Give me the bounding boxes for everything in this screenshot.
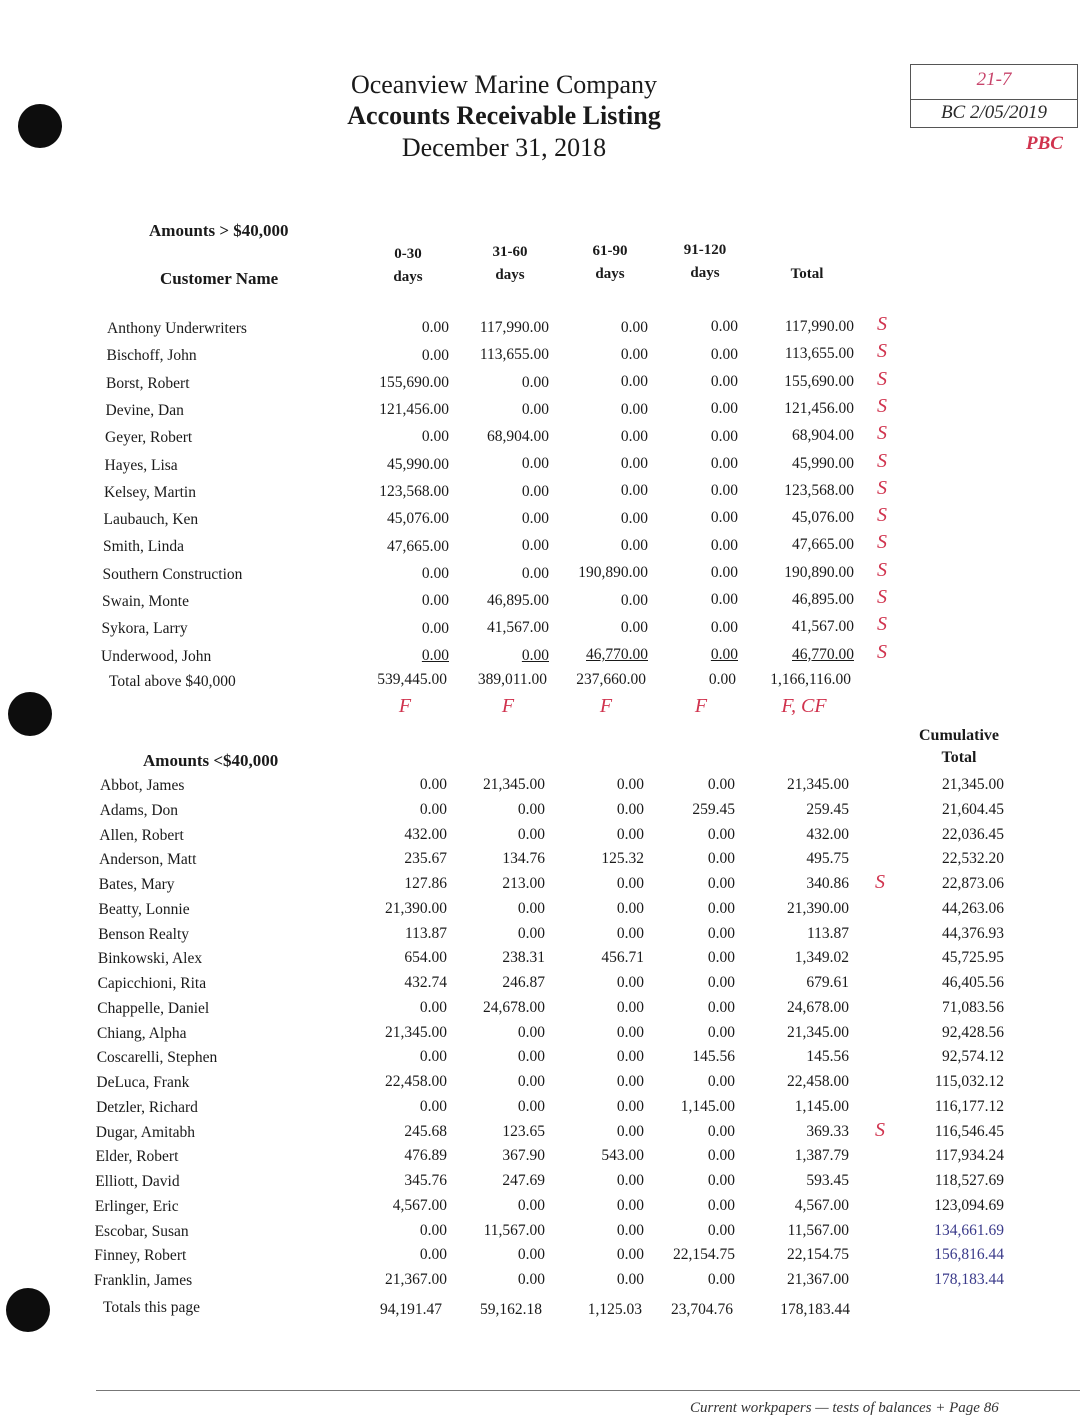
amount-cell: 0.00	[521, 400, 549, 418]
amount-cell: 21,367.00	[385, 1271, 447, 1288]
amount-cell: 0.00	[707, 1172, 735, 1189]
amount-cell: 46,770.00	[586, 646, 648, 664]
tickmark-s: S	[877, 640, 887, 663]
amount-cell: 0.00	[521, 455, 549, 473]
amount-cell: 145.56	[692, 1048, 735, 1066]
amount-cell: 0.00	[521, 564, 549, 582]
total-amount: 1,166,116.00	[770, 671, 851, 688]
cumulative-total: 178,183.44	[934, 1271, 1004, 1288]
amount-cell: 238.31	[502, 949, 545, 967]
amount-cell: 0.00	[620, 591, 648, 609]
amount-cell: 0.00	[707, 1122, 735, 1140]
amount-cell: 0.00	[517, 1246, 545, 1264]
cumulative-total: 21,345.00	[942, 776, 1004, 793]
customer-name: Anderson, Matt	[99, 851, 197, 869]
customer-name: Laubauch, Ken	[103, 511, 199, 529]
amount-cell: 46,895.00	[792, 591, 854, 608]
amount-cell: 0.00	[616, 875, 644, 892]
footer-note: Current workpapers — tests of balances + Page 86	[690, 1400, 999, 1416]
amount-cell: 0.00	[421, 646, 449, 664]
amount-cell: 4,567.00	[392, 1196, 447, 1214]
report-date: December 31, 2018	[401, 133, 607, 162]
amount-cell: 0.00	[419, 1246, 447, 1264]
amount-cell: 543.00	[601, 1147, 644, 1165]
amount-cell: 123.65	[502, 1122, 545, 1140]
tickmark-s: S	[877, 340, 887, 363]
amount-cell: 134.76	[502, 850, 545, 868]
total-amount: 1,125.03	[587, 1301, 642, 1318]
amount-cell: 456.71	[601, 949, 644, 967]
cumulative-total: 117,934.24	[934, 1147, 1004, 1165]
amount-cell: 0.00	[707, 1147, 735, 1165]
cumulative-total: 118,527.69	[934, 1172, 1004, 1189]
amount-cell: 0.00	[521, 373, 549, 391]
tickmark-s: S	[877, 367, 887, 390]
amount-cell: 0.00	[616, 924, 644, 942]
tickmark-s: S	[877, 586, 887, 608]
amount-cell: 1,387.79	[794, 1147, 849, 1165]
customer-name: Adams, Don	[99, 801, 179, 819]
column-header-91-120: 91-120 days	[683, 242, 727, 281]
amount-cell: 432.00	[404, 825, 447, 843]
amount-cell: 21,345.00	[787, 1023, 849, 1041]
customer-name: Sykora, Larry	[101, 620, 188, 638]
amount-cell: 0.00	[419, 1097, 447, 1115]
tickmark-footed: F	[694, 695, 708, 717]
amount-cell: 0.00	[616, 1122, 644, 1140]
customer-name: Escobar, Susan	[94, 1222, 189, 1240]
customer-name: Anthony Underwriters	[107, 320, 247, 337]
amount-cell: 0.00	[620, 618, 648, 636]
amount-cell: 0.00	[707, 949, 735, 967]
amount-cell: 0.00	[707, 1221, 735, 1239]
amount-cell: 0.00	[521, 646, 549, 664]
tickmark-s: S	[877, 422, 887, 445]
amount-cell: 21,390.00	[787, 899, 849, 917]
amount-cell: 0.00	[421, 319, 449, 337]
footer-rule	[96, 1390, 1080, 1391]
amount-cell: 654.00	[404, 949, 447, 967]
amount-cell: 0.00	[419, 998, 447, 1016]
company-name: Oceanview Marine Company	[350, 70, 658, 99]
section-heading-above: Amounts > $40,000	[149, 221, 289, 240]
amount-cell: 0.00	[710, 536, 738, 554]
customer-name: Abbot, James	[100, 777, 185, 794]
amount-cell: 0.00	[616, 1271, 644, 1288]
amount-cell: 46,770.00	[792, 645, 854, 663]
customer-name: Borst, Robert	[106, 374, 190, 392]
amount-cell: 0.00	[421, 619, 449, 637]
cumulative-total: 71,083.56	[942, 998, 1004, 1016]
cumulative-total: 116,546.45	[934, 1122, 1004, 1140]
amount-cell: 235.67	[404, 850, 447, 868]
amount-cell: 22,154.75	[673, 1246, 735, 1264]
amount-cell: 0.00	[710, 372, 738, 390]
amount-cell: 0.00	[419, 1048, 447, 1066]
cumulative-total: 123,094.69	[934, 1196, 1004, 1214]
customer-name: Southern Construction	[102, 565, 243, 583]
amount-cell: 0.00	[710, 509, 738, 527]
amount-cell: 0.00	[707, 899, 735, 917]
customer-name: Allen, Robert	[99, 826, 184, 844]
amount-cell: 41,567.00	[792, 618, 854, 636]
total-amount: 0.00	[708, 671, 736, 688]
amount-cell: 0.00	[517, 924, 545, 942]
amount-cell: 0.00	[616, 1073, 644, 1090]
cumulative-total: 134,661.69	[934, 1221, 1004, 1239]
amount-cell: 1,349.02	[794, 949, 849, 967]
amount-cell: 345.76	[404, 1172, 447, 1189]
total-amount: 389,011.00	[477, 671, 547, 688]
amount-cell: 0.00	[620, 482, 648, 500]
cumulative-total: 92,428.56	[942, 1023, 1004, 1041]
amount-cell: 0.00	[707, 776, 735, 793]
column-header-cumulative: Cumulative Total	[919, 727, 999, 766]
amount-cell: 0.00	[517, 1073, 545, 1090]
amount-cell: 259.45	[806, 800, 849, 818]
amount-cell: 0.00	[616, 776, 644, 793]
amount-cell: 22,458.00	[385, 1073, 447, 1090]
amount-cell: 21,345.00	[787, 776, 849, 793]
tickmark-s: S	[877, 531, 887, 554]
amount-cell: 0.00	[616, 1097, 644, 1115]
customer-name: Coscarelli, Stephen	[96, 1049, 218, 1067]
amount-cell: 24,678.00	[787, 998, 849, 1016]
customer-name: Kelsey, Martin	[104, 483, 196, 501]
amount-cell: 0.00	[419, 800, 447, 818]
customer-name: Geyer, Robert	[105, 429, 193, 447]
tickmark-footed: F	[398, 695, 412, 717]
amount-cell: 0.00	[616, 1048, 644, 1066]
amount-cell: 0.00	[421, 428, 449, 446]
cumulative-total: 156,816.44	[934, 1246, 1004, 1264]
amount-cell: 0.00	[517, 825, 545, 843]
amount-cell: 22,458.00	[787, 1073, 849, 1090]
amount-cell: 0.00	[517, 1048, 545, 1066]
amount-cell: 0.00	[707, 924, 735, 942]
pbc-mark: PBC	[1026, 133, 1063, 154]
amount-cell: 117,990.00	[479, 318, 549, 336]
tickmark-s: S	[875, 1118, 885, 1141]
amount-cell: 0.00	[616, 1221, 644, 1239]
amount-cell: 0.00	[620, 427, 648, 445]
amount-cell: 47,665.00	[387, 537, 449, 555]
customer-name: Bischoff, John	[106, 347, 197, 365]
workpaper-ref: 21-7	[976, 69, 1012, 90]
customer-name: Finney, Robert	[94, 1247, 187, 1265]
total-label: Total above $40,000	[109, 673, 236, 690]
amount-cell: 432.74	[404, 974, 447, 991]
amount-cell: 113,655.00	[479, 346, 549, 364]
amount-cell: 0.00	[710, 427, 738, 445]
customer-name: Benson Realty	[98, 925, 190, 943]
amount-cell: 113.87	[404, 924, 447, 942]
workpaper-reference-box	[910, 64, 1078, 128]
customer-name: Devine, Dan	[105, 401, 184, 419]
amount-cell: 0.00	[521, 537, 549, 555]
amount-cell: 0.00	[620, 373, 648, 391]
amount-cell: 68,904.00	[487, 428, 549, 446]
customer-name: Elliott, David	[95, 1173, 180, 1190]
amount-cell: 340.86	[806, 875, 849, 892]
amount-cell: 0.00	[517, 1196, 545, 1214]
customer-name: Chiang, Alpha	[97, 1024, 187, 1042]
amount-cell: 21,367.00	[787, 1271, 849, 1288]
amount-cell: 145.56	[806, 1048, 849, 1066]
amount-cell: 11,567.00	[483, 1221, 545, 1239]
amount-cell: 0.00	[616, 1172, 644, 1189]
amount-cell: 41,567.00	[487, 619, 549, 637]
amount-cell: 113,655.00	[784, 345, 854, 363]
amount-cell: 0.00	[710, 400, 738, 418]
total-amount: 539,445.00	[377, 671, 447, 688]
amount-cell: 21,345.00	[483, 776, 545, 793]
amount-cell: 0.00	[707, 1073, 735, 1090]
customer-name: Chappelle, Daniel	[97, 999, 210, 1017]
amount-cell: 0.00	[521, 510, 549, 527]
customer-name: Swain, Monte	[102, 593, 189, 610]
tickmark-footed: F	[599, 695, 613, 717]
preparer-initials-date: BC 2/05/2019	[911, 99, 1077, 124]
amount-cell: 0.00	[421, 592, 449, 610]
amount-cell: 0.00	[616, 1023, 644, 1041]
amount-cell: 0.00	[707, 1023, 735, 1041]
amount-cell: 0.00	[421, 346, 449, 364]
total-amount: 237,660.00	[576, 671, 646, 688]
tickmark-s: S	[877, 613, 887, 636]
amount-cell: 47,665.00	[792, 536, 854, 554]
amount-cell: 0.00	[707, 875, 735, 892]
amount-cell: 125.32	[601, 850, 644, 868]
amount-cell: 679.61	[806, 974, 849, 991]
amount-cell: 495.75	[806, 850, 849, 868]
amount-cell: 0.00	[517, 1271, 545, 1288]
amount-cell: 1,145.00	[794, 1097, 849, 1115]
amount-cell: 593.45	[806, 1172, 849, 1189]
amount-cell: 0.00	[707, 1271, 735, 1288]
tickmark-s: S	[877, 449, 887, 472]
amount-cell: 1,145.00	[680, 1097, 735, 1115]
amount-cell: 0.00	[620, 509, 648, 527]
tickmark-footed: F	[501, 695, 515, 717]
amount-cell: 121,456.00	[784, 399, 854, 417]
amount-cell: 45,990.00	[792, 454, 854, 472]
customer-name: Dugar, Amitabh	[95, 1123, 196, 1141]
amount-cell: 0.00	[620, 537, 648, 554]
column-header-total: Total	[790, 266, 824, 282]
cumulative-total: 116,177.12	[934, 1097, 1004, 1115]
total-amount: 178,183.44	[780, 1301, 850, 1318]
binder-hole-bottom	[6, 1288, 50, 1332]
amount-cell: 45,076.00	[387, 510, 449, 528]
amount-cell: 0.00	[707, 850, 735, 868]
amount-cell: 0.00	[710, 318, 738, 336]
total-amount: 23,704.76	[671, 1301, 733, 1318]
amount-cell: 21,345.00	[385, 1023, 447, 1041]
amount-cell: 0.00	[620, 318, 648, 336]
amount-cell: 0.00	[517, 1097, 545, 1115]
amount-cell: 367.90	[502, 1147, 545, 1165]
cumulative-total: 22,036.45	[942, 825, 1004, 843]
amount-cell: 0.00	[710, 482, 738, 500]
amount-cell: 0.00	[707, 974, 735, 991]
total-label: Totals this page	[103, 1299, 201, 1316]
customer-name: Franklin, James	[94, 1272, 193, 1289]
customer-name: Binkowski, Alex	[97, 950, 203, 968]
amount-cell: 0.00	[710, 618, 738, 636]
amount-cell: 0.00	[616, 998, 644, 1016]
tickmark-s: S	[875, 871, 885, 893]
customer-name: Elder, Robert	[95, 1148, 179, 1166]
cumulative-total: 22,532.20	[942, 850, 1004, 868]
cumulative-total: 92,574.12	[942, 1048, 1004, 1066]
amount-cell: 0.00	[421, 564, 449, 582]
amount-cell: 68,904.00	[792, 427, 854, 445]
customer-name: DeLuca, Frank	[96, 1074, 190, 1091]
amount-cell: 245.68	[404, 1122, 447, 1140]
amount-cell: 0.00	[707, 998, 735, 1016]
cumulative-total: 22,873.06	[942, 875, 1004, 892]
amount-cell: 45,076.00	[792, 509, 854, 527]
customer-name: Hayes, Lisa	[104, 456, 178, 474]
amount-cell: 476.89	[404, 1147, 447, 1165]
amount-cell: 0.00	[707, 825, 735, 843]
amount-cell: 0.00	[616, 899, 644, 917]
amount-cell: 46,895.00	[487, 591, 549, 609]
amount-cell: 0.00	[521, 482, 549, 500]
amount-cell: 0.00	[710, 454, 738, 472]
amount-cell: 190,890.00	[784, 563, 854, 581]
amount-cell: 0.00	[616, 1196, 644, 1214]
section-heading-below: Amounts <$40,000	[143, 751, 279, 770]
amount-cell: 123,568.00	[379, 483, 449, 500]
amount-cell: 0.00	[616, 800, 644, 818]
amount-cell: 0.00	[707, 1196, 735, 1214]
total-amount: 94,191.47	[380, 1301, 442, 1318]
column-header-customer: Customer Name	[160, 269, 279, 288]
amount-cell: 0.00	[620, 345, 648, 363]
amount-cell: 123,568.00	[784, 481, 854, 499]
amount-cell: 0.00	[710, 564, 738, 581]
tickmark-s: S	[877, 504, 887, 527]
tickmark-s: S	[877, 394, 887, 417]
amount-cell: 0.00	[517, 800, 545, 818]
tickmark-footed: F, CF	[781, 695, 827, 717]
amount-cell: 4,567.00	[794, 1196, 849, 1214]
amount-cell: 0.00	[710, 591, 738, 609]
amount-cell: 22,154.75	[787, 1246, 849, 1264]
report-title: Accounts Receivable Listing	[347, 101, 661, 130]
binder-hole-middle	[8, 692, 52, 736]
amount-cell: 432.00	[806, 825, 849, 843]
cumulative-total: 44,376.93	[942, 924, 1004, 942]
customer-name: Erlinger, Eric	[94, 1197, 179, 1215]
amount-cell: 155,690.00	[379, 373, 449, 391]
amount-cell: 0.00	[616, 974, 644, 991]
tickmark-s: S	[877, 476, 887, 499]
tickmark-s: S	[877, 313, 887, 335]
amount-cell: 369.33	[806, 1122, 849, 1140]
cumulative-total: 45,725.95	[942, 949, 1004, 967]
cumulative-total: 46,405.56	[942, 974, 1004, 991]
tickmark-s: S	[877, 558, 887, 581]
customer-name: Capicchioni, Rita	[97, 975, 207, 992]
customer-name: Detzler, Richard	[96, 1098, 198, 1116]
column-header-61-90: 61-90 days	[592, 243, 628, 282]
amount-cell: 24,678.00	[483, 998, 545, 1016]
amount-cell: 0.00	[517, 899, 545, 917]
amount-cell: 0.00	[620, 400, 648, 418]
column-header-31-60: 31-60 days	[492, 244, 528, 283]
amount-cell: 121,456.00	[379, 401, 449, 419]
cumulative-total: 44,263.06	[942, 899, 1004, 917]
total-amount: 59,162.18	[480, 1301, 542, 1318]
customer-name: Beatty, Lonnie	[98, 900, 190, 918]
amount-cell: 0.00	[419, 776, 447, 793]
amount-cell: 0.00	[616, 825, 644, 843]
amount-cell: 190,890.00	[578, 564, 648, 582]
amount-cell: 247.69	[502, 1172, 545, 1189]
amount-cell: 0.00	[419, 1221, 447, 1239]
column-header-0-30: 0-30 days	[393, 246, 423, 285]
amount-cell: 117,990.00	[784, 318, 854, 335]
cumulative-total: 115,032.12	[934, 1073, 1004, 1090]
amount-cell: 21,390.00	[385, 899, 447, 917]
amount-cell: 113.87	[806, 924, 849, 942]
customer-name: Smith, Linda	[103, 538, 184, 556]
amount-cell: 127.86	[404, 875, 447, 892]
amount-cell: 155,690.00	[784, 372, 854, 390]
cumulative-total: 21,604.45	[942, 800, 1004, 818]
customer-name: Bates, Mary	[98, 876, 175, 893]
customer-name: Underwood, John	[101, 647, 212, 665]
amount-cell: 0.00	[517, 1023, 545, 1041]
amount-cell: 246.87	[502, 974, 545, 991]
amount-cell: 11,567.00	[787, 1221, 849, 1239]
amount-cell: 0.00	[616, 1246, 644, 1264]
amount-cell: 259.45	[692, 800, 735, 818]
amount-cell: 213.00	[502, 875, 545, 892]
amount-cell: 0.00	[710, 645, 738, 663]
amount-cell: 0.00	[710, 345, 738, 363]
amount-cell: 45,990.00	[387, 455, 449, 473]
amount-cell: 0.00	[620, 455, 648, 473]
